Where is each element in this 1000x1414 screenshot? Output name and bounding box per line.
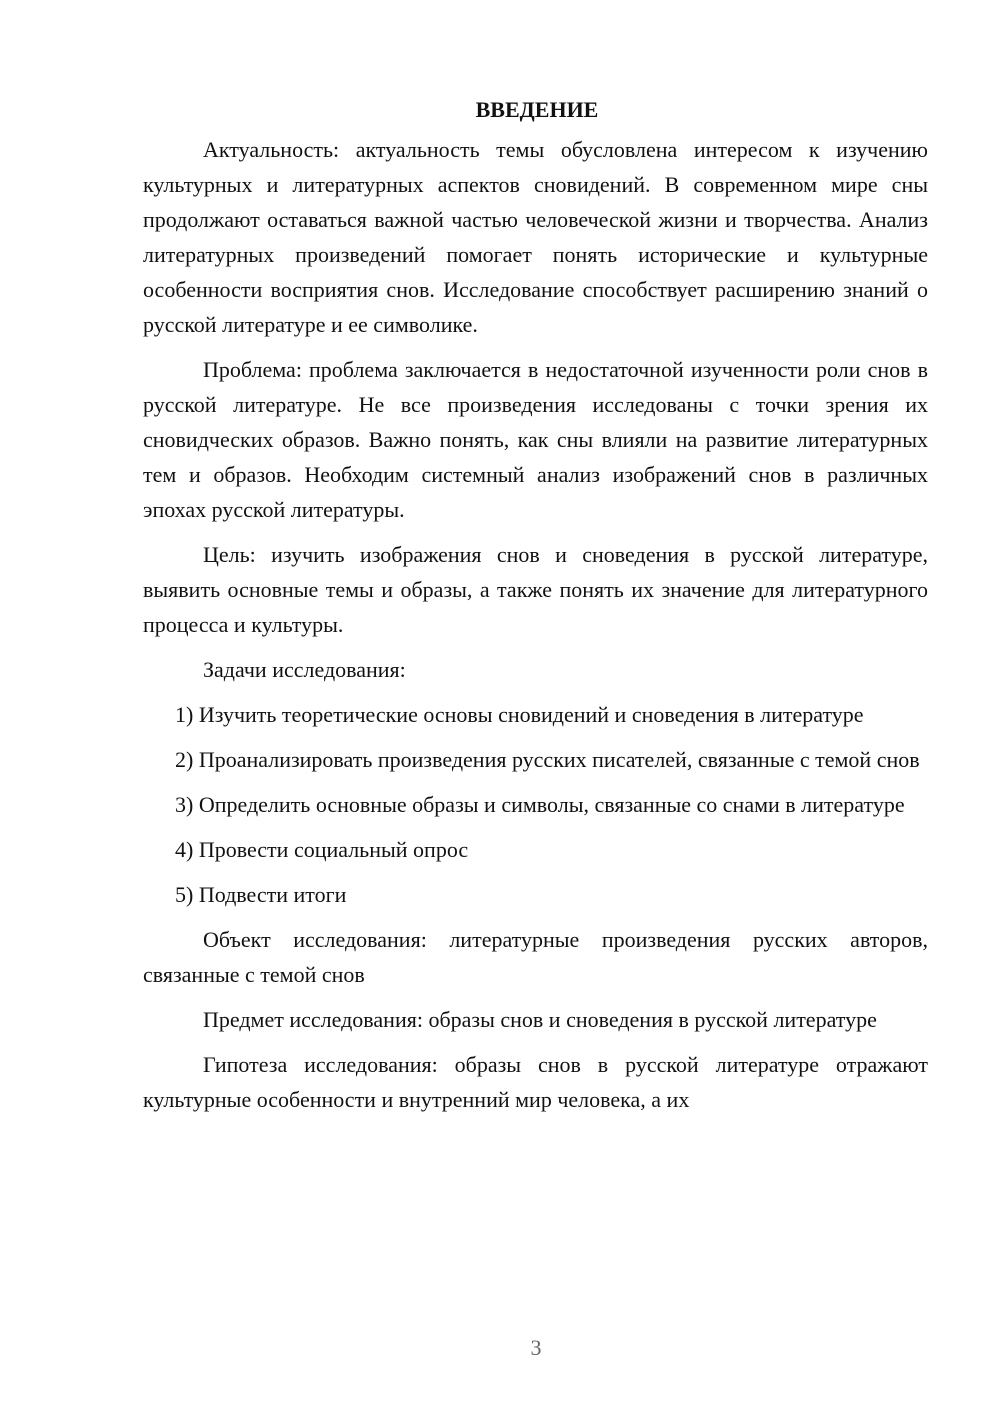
task-item-2: 2) Проанализировать произведения русских писателей, связанные с темой снов: [175, 747, 920, 772]
section-heading: ВВЕДЕНИЕ: [475, 97, 599, 122]
task-item-1: 1) Изучить теоретические основы сновидений и сноведения в литературе: [175, 702, 864, 727]
page-number: 3: [530, 1335, 542, 1360]
hypothesis-paragraph: Гипотеза исследования: образы снов в русской литературе отражают культурные особенности и внутренний мир человека, а их: [143, 1052, 928, 1112]
goal-paragraph: Цель: изучить изображения снов и сноведения в русской литературе, выявить основные темы и образы, а также понять их значение для литературного процесса и культуры.: [143, 542, 928, 637]
task-item-5: 5) Подвести итоги: [175, 882, 347, 907]
relevance-paragraph: Актуальность: актуальность темы обусловлена интересом к изучению культурных и литературных аспектов сновидений. В современном мире сны продолжают оставаться важной частью человеческой жизни и творчества. Анализ литературных произведений помогает понять исторические и культурные особенности восприятия снов. Исследование способствует расширению знаний о русской литературе и ее символике.: [143, 137, 928, 337]
task-item-3: 3) Определить основные образы и символы, связанные со снами в литературе: [175, 792, 905, 817]
tasks-title: Задачи исследования:: [203, 657, 406, 682]
problem-paragraph: Проблема: проблема заключается в недостаточной изученности роли снов в русской литературе. Не все произведения исследованы с точки зрения их сновидческих образов. Важно понять, как сны влияли на развитие литературных тем и образов. Необходим системный анализ изображений снов в различных эпохах русской литературы.: [143, 357, 928, 522]
object-paragraph: Объект исследования: литературные произведения русских авторов, связанные с темой снов: [143, 927, 928, 987]
subject-paragraph: Предмет исследования: образы снов и сноведения в русской литературе: [203, 1007, 877, 1032]
task-item-4: 4) Провести социальный опрос: [175, 837, 469, 862]
page-content: [143, 92, 928, 1127]
